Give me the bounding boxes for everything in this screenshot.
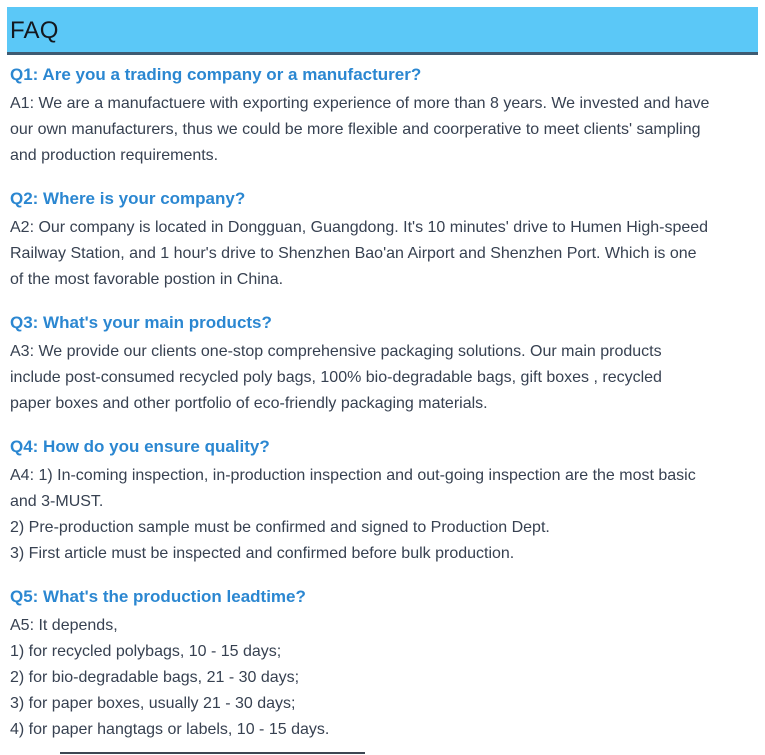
- faq-answer-line: paper boxes and other portfolio of eco-friendly packaging materials.: [10, 395, 488, 412]
- faq-item-q1: [10, 65, 753, 169]
- faq-answer-line: and production requirements.: [10, 147, 219, 164]
- faq-answer-line: A3: We provide our clients one-stop comprehensive packaging solutions. Our main products: [10, 343, 662, 360]
- faq-question: Q4: How do you ensure quality?: [10, 437, 270, 456]
- faq-answer-line: 4) for paper hangtags or labels, 10 - 15 days.: [10, 721, 330, 738]
- faq-question: Q1: Are you a trading company or a manufacturer?: [10, 65, 422, 84]
- faq-question: Q2: Where is your company?: [10, 189, 246, 208]
- faq-answer-line: 2) for bio-degradable bags, 21 - 30 days;: [10, 669, 300, 686]
- faq-answer-line: 3) First article must be inspected and confirmed before bulk production.: [10, 545, 515, 562]
- faq-answer-line: include post-consumed recycled poly bags, 100% bio-degradable bags, gift boxes , recycled: [10, 369, 662, 386]
- faq-answer-line: A5: It depends,: [10, 617, 118, 634]
- page-title: FAQ: [10, 16, 59, 44]
- faq-header-bar: [7, 7, 758, 55]
- faq-answer-line: Railway Station, and 1 hour's drive to Shenzhen Bao'an Airport and Shenzhen Port. Which is one: [10, 245, 697, 262]
- faq-item-q4: [10, 437, 753, 567]
- faq-answer: [10, 463, 753, 567]
- faq-question: Q5: What's the production leadtime?: [10, 587, 306, 606]
- faq-question: Q3: What's your main products?: [10, 313, 272, 332]
- faq-answer-line: 3) for paper boxes, usually 21 - 30 days;: [10, 695, 296, 712]
- faq-answer-line: A4: 1) In-coming inspection, in-production inspection and out-going inspection are the most basic: [10, 467, 696, 484]
- faq-item-q5: [10, 587, 753, 743]
- faq-answer: [10, 91, 753, 169]
- faq-content: [0, 65, 765, 743]
- faq-answer-line: our own manufacturers, thus we could be more flexible and coorperative to meet clients' sampling: [10, 121, 701, 138]
- bottom-divider: [60, 752, 365, 754]
- faq-answer-line: of the most favorable postion in China.: [10, 271, 284, 288]
- faq-item-q3: [10, 313, 753, 417]
- faq-item-q2: [10, 189, 753, 293]
- faq-answer-line: A1: We are a manufactuere with exporting experience of more than 8 years. We invested and have: [10, 95, 710, 112]
- faq-answer-line: 2) Pre-production sample must be confirmed and signed to Production Dept.: [10, 519, 550, 536]
- faq-answer: [10, 215, 753, 293]
- faq-answer-line: A2: Our company is located in Dongguan, Guangdong. It's 10 minutes' drive to Humen High-speed: [10, 219, 709, 236]
- faq-answer: [10, 339, 753, 417]
- faq-answer: [10, 613, 753, 743]
- faq-answer-line: and 3-MUST.: [10, 493, 104, 510]
- faq-answer-line: 1) for recycled polybags, 10 - 15 days;: [10, 643, 282, 660]
